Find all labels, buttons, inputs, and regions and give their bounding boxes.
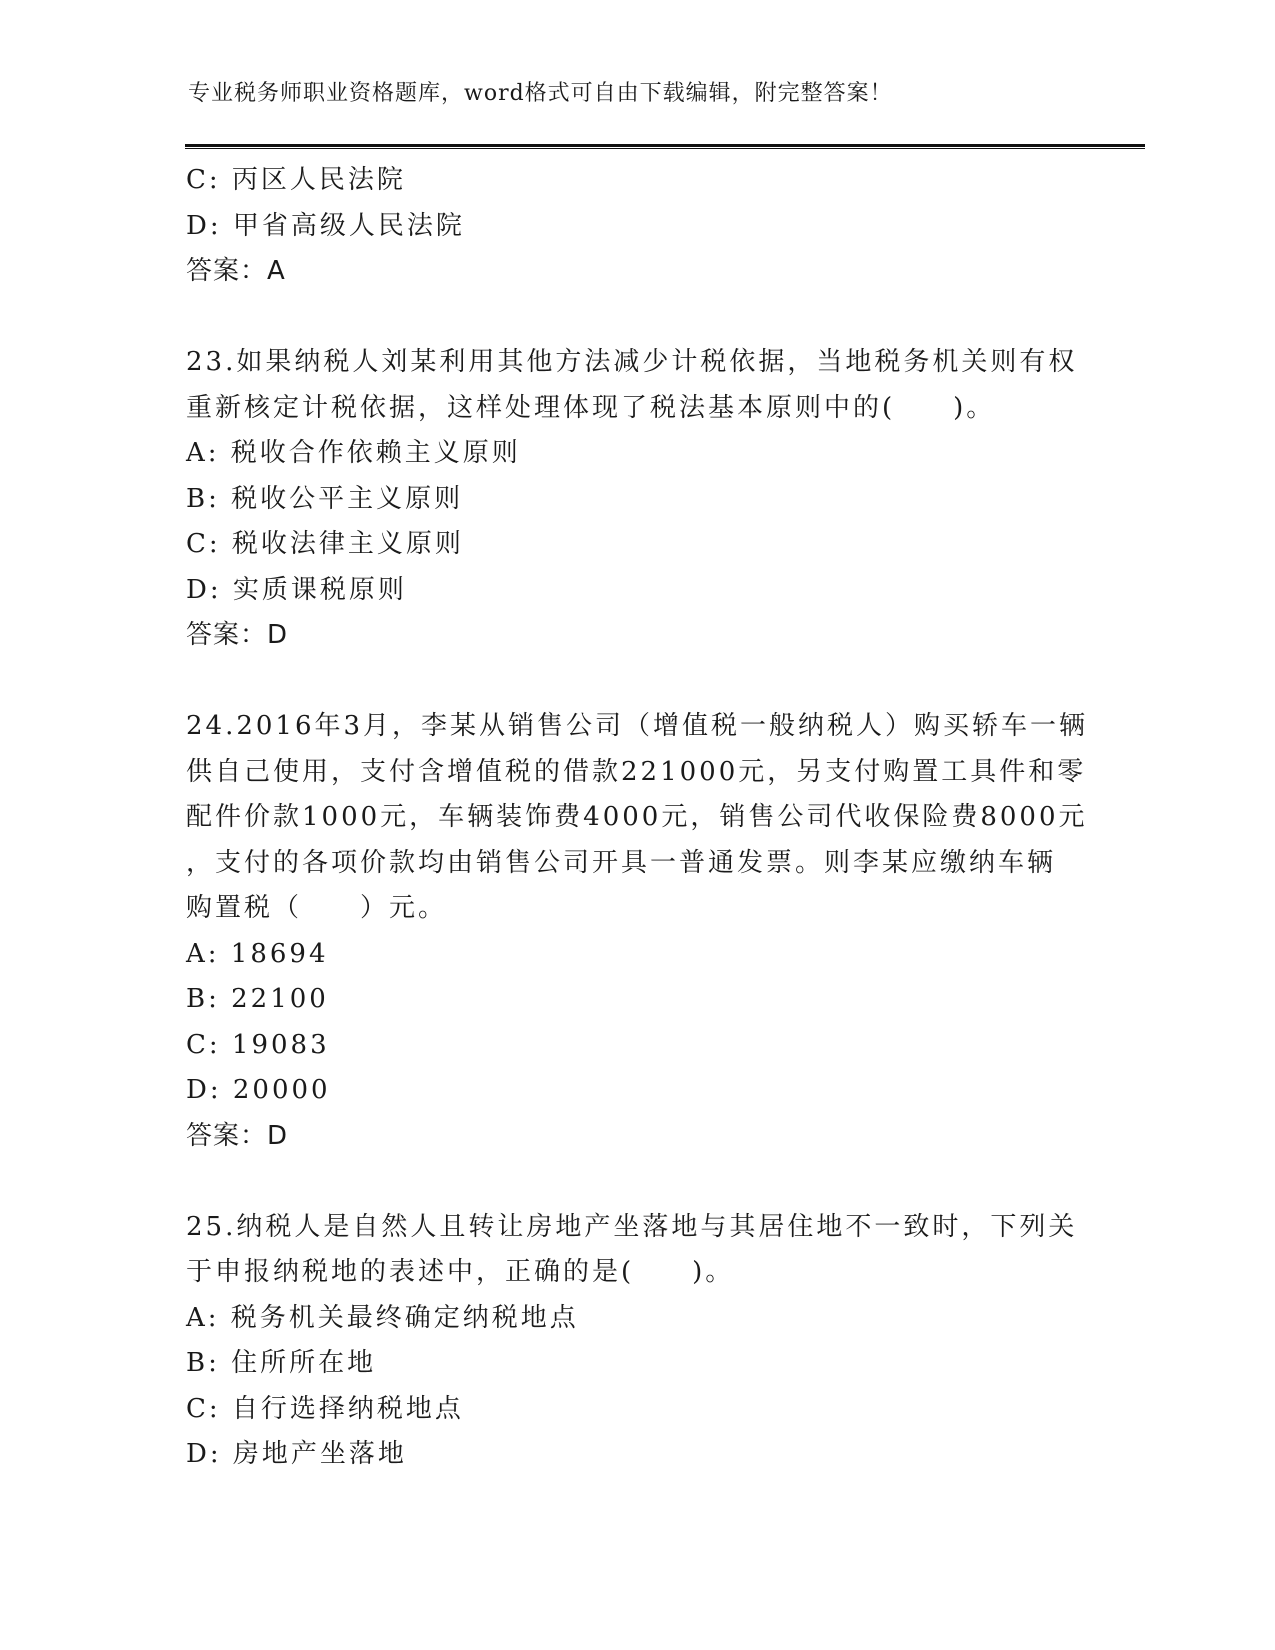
option-b: B: 税收公平主义原则	[186, 483, 464, 514]
option-c: C: 自行选择纳税地点	[186, 1393, 464, 1424]
q22-option-d: D: 甲省高级人民法院	[186, 210, 465, 241]
question-24	[186, 704, 1089, 1159]
question-23	[186, 340, 1086, 659]
question-stem-line: 配件价款1000元，车辆装饰费4000元，销售公司代收保险费8000元	[186, 802, 1088, 832]
option-c: C: 19083	[186, 1029, 330, 1060]
spacer	[186, 1159, 1086, 1205]
page-header: 专业税务师职业资格题库，word格式可自由下载编辑，附完整答案！	[188, 81, 893, 106]
spacer	[186, 295, 1086, 341]
q22-option-c: C: 丙区人民法院	[186, 165, 406, 195]
option-b: B: 22100	[186, 984, 329, 1014]
question-stem-line: 于申报纳税地的表述中，正确的是( )。	[186, 1257, 735, 1287]
option-d: D: 房地产坐落地	[186, 1439, 407, 1469]
question-stem-line: ，支付的各项价款均由销售公司开具一普通发票。则李某应缴纳车辆	[186, 847, 1057, 878]
option-d: D: 实质课税原则	[186, 574, 407, 605]
spacer	[186, 659, 1086, 705]
question-stem-line: 25.纳税人是自然人且转让房地产坐落地与其居住地不一致时，下列关	[186, 1211, 1078, 1242]
question-stem-line: 购置税（ ）元。	[186, 893, 448, 923]
option-a: A: 税务机关最终确定纳税地点	[186, 1302, 579, 1333]
option-a: A: 18694	[186, 938, 329, 969]
answer: 答案：D	[186, 1120, 289, 1151]
question-stem-line: 23.如果纳税人刘某利用其他方法减少计税依据，当地税务机关则有权	[186, 347, 1078, 377]
question-25	[186, 1205, 1086, 1478]
question-stem-line: 供自己使用，支付含增值税的借款221000元，另支付购置工具件和零	[186, 756, 1087, 787]
option-a: A: 税收合作依赖主义原则	[186, 438, 521, 468]
question-stem-line: 24.2016年3月，李某从销售公司（增值税一般纳税人）购买轿车一辆	[186, 711, 1089, 741]
option-b: B: 住所所在地	[186, 1348, 377, 1378]
answer: 答案：D	[186, 620, 289, 650]
document-body	[186, 158, 1089, 1478]
option-c: C: 税收法律主义原则	[186, 529, 464, 559]
header-rule	[185, 144, 1145, 149]
question-stem-line: 重新核定计税依据，这样处理体现了税法基本原则中的( )。	[186, 392, 996, 423]
q22-answer: 答案：A	[186, 256, 286, 286]
option-d: D: 20000	[186, 1075, 331, 1105]
